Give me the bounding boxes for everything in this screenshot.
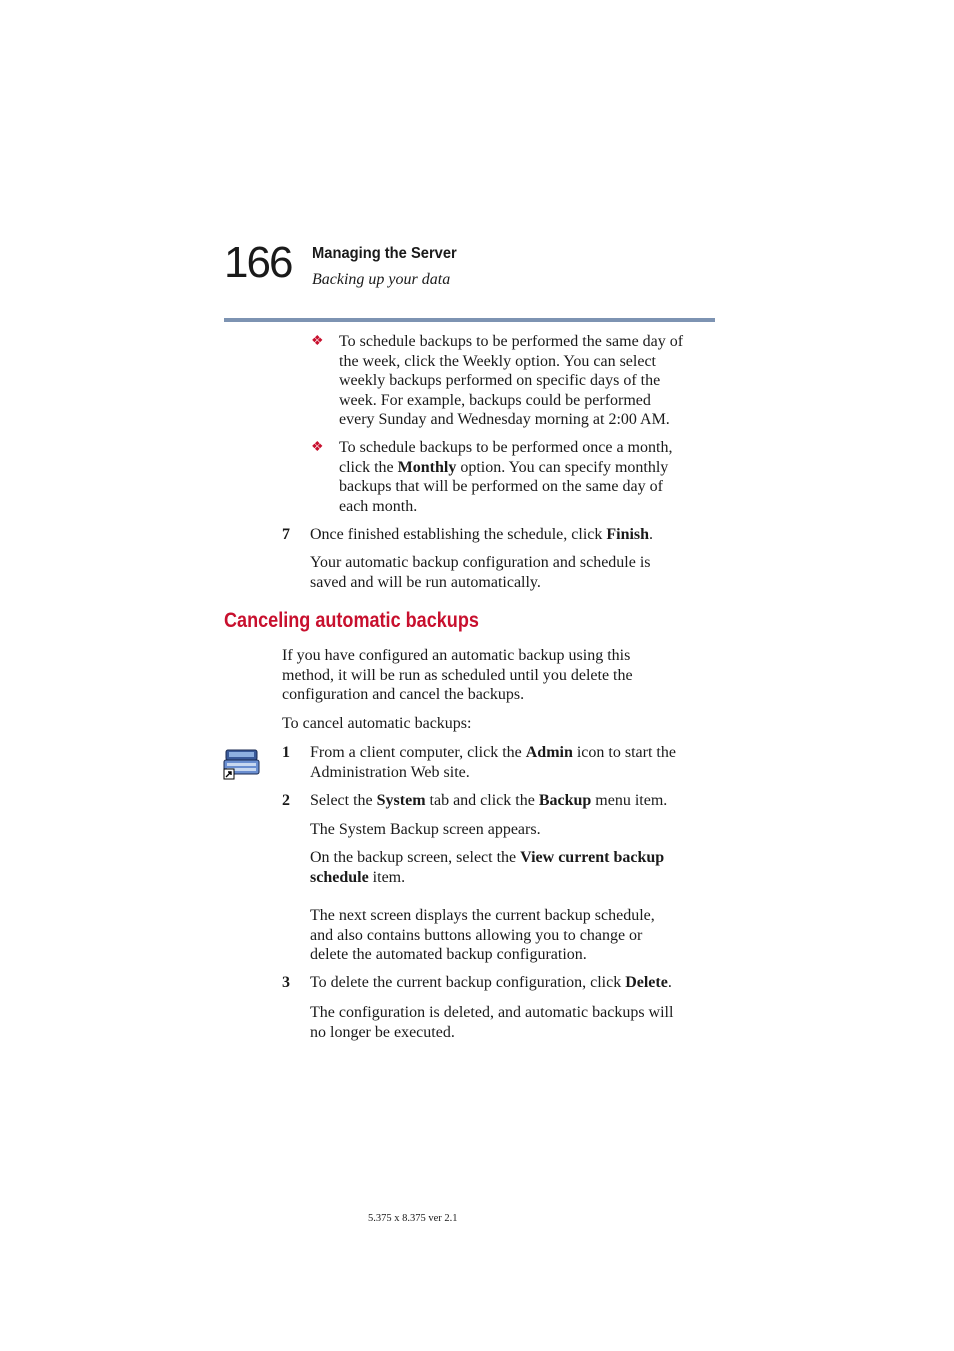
step-7-result	[310, 553, 720, 592]
text-run: .	[667, 974, 672, 991]
chapter-title: Managing the Server	[312, 245, 457, 262]
bold-term: Delete	[625, 974, 668, 991]
bold-term: View current backup	[520, 849, 665, 866]
text-line: To schedule backups to be performed the same day of	[339, 333, 684, 350]
bold-term: Backup	[538, 792, 592, 809]
text-line: weekly backups performed on specific days of the	[339, 372, 661, 389]
text-line	[310, 868, 720, 888]
text-run: icon to start the	[572, 744, 676, 761]
step-2-result: The System Backup screen appears.	[310, 821, 541, 838]
text-line: The configuration is deleted, and automatic backups will	[310, 1004, 674, 1021]
section-heading: Canceling automatic backups	[224, 609, 479, 632]
bold-term: schedule	[310, 868, 369, 886]
step-2-instruction	[310, 848, 720, 887]
text-run: menu item.	[591, 792, 668, 809]
bullet-symbol: ❖	[311, 334, 324, 349]
step-7-text	[310, 525, 720, 545]
bullet-monthly	[339, 438, 719, 516]
admin-icon-graphic	[223, 747, 261, 781]
text-run: To delete the current backup configuration, click	[310, 974, 626, 991]
text-line: the week, click the Weekly option. You can select	[339, 352, 656, 370]
admin-icon	[223, 747, 261, 781]
text-line: saved and will be run automatically.	[310, 573, 541, 591]
text-run: tab and click the	[425, 792, 539, 809]
text-line	[339, 458, 719, 478]
bold-term: System	[376, 792, 426, 809]
text-run: On the backup screen, select the	[310, 849, 521, 866]
bold-term: Monthly	[397, 458, 457, 476]
text-line: and also contains buttons allowing you to change or	[310, 926, 643, 944]
step-number: 3	[282, 974, 290, 991]
text-line: every Sunday and Wednesday morning at 2:00 AM.	[339, 411, 670, 428]
text-line: each month.	[339, 497, 418, 515]
step-3-text	[310, 973, 720, 993]
step-1-text	[310, 743, 720, 782]
bold-term: Admin	[525, 744, 573, 761]
page-footer: 5.375 x 8.375 ver 2.1	[368, 1213, 458, 1224]
text-line: If you have configured an automatic backup using this	[282, 647, 631, 664]
intro-lead: To cancel automatic backups:	[282, 715, 472, 732]
text-run: .	[649, 526, 654, 543]
header-rule	[224, 318, 715, 322]
text-line: method, it will be run as scheduled until you delete the	[282, 666, 633, 684]
text-line: To schedule backups to be performed once a month,	[339, 439, 673, 456]
step-number: 2	[282, 792, 290, 809]
text-run: click the	[339, 458, 398, 476]
text-run: item.	[368, 868, 406, 886]
bold-term: Finish	[606, 526, 650, 543]
page-number: 166	[224, 238, 292, 287]
text-line: configuration and cancel the backups.	[282, 686, 525, 703]
text-line: no longer be executed.	[310, 1023, 455, 1041]
bullet-symbol: ❖	[311, 440, 324, 455]
step-number: 1	[282, 744, 290, 761]
step-2-text	[310, 791, 720, 811]
text-run: From a client computer, click the	[310, 744, 526, 761]
intro-paragraph	[282, 646, 722, 705]
text-line: delete the automated backup configuration.	[310, 946, 587, 963]
text-run: Once finished establishing the schedule, click	[310, 526, 607, 543]
step-2-next-screen	[310, 906, 720, 965]
text-line	[310, 743, 720, 763]
text-line: week. For example, backups could be performed	[339, 391, 651, 409]
text-run: Select the	[310, 792, 377, 809]
bullet-weekly	[339, 332, 719, 430]
text-line: Your automatic backup configuration and schedule is	[310, 554, 651, 571]
step-number: 7	[282, 526, 290, 543]
text-line: backups that will be performed on the same day of	[339, 478, 663, 495]
text-line	[310, 848, 720, 868]
section-title: Backing up your data	[312, 271, 451, 288]
text-line: Administration Web site.	[310, 763, 470, 781]
step-3-result	[310, 1003, 720, 1042]
text-run: option. You can specify monthly	[456, 458, 669, 476]
text-line: The next screen displays the current backup schedule,	[310, 907, 655, 924]
